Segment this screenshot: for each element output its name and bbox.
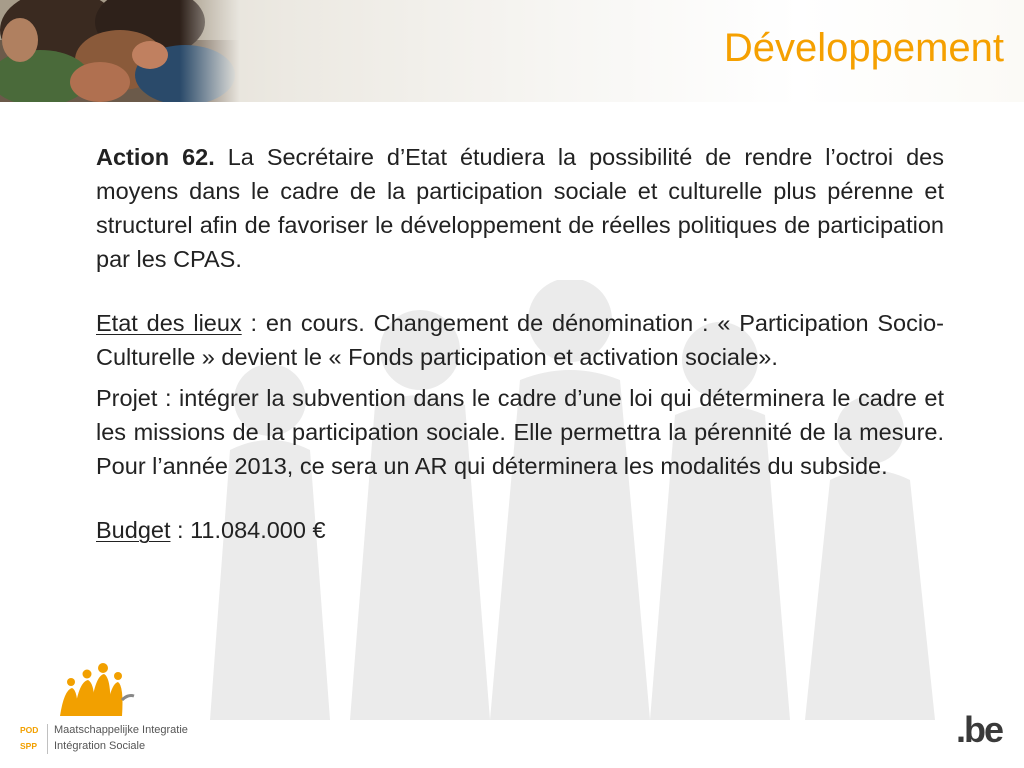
people-logo-icon xyxy=(58,660,138,718)
be-logo: .be xyxy=(955,709,1002,750)
etat-paragraph xyxy=(96,306,944,374)
slide-title: Développement xyxy=(723,26,1004,70)
logo-line-fr: Intégration Sociale xyxy=(54,740,146,752)
logo-text xyxy=(54,722,188,754)
slide-body xyxy=(96,140,944,547)
logo-prefix-pod: POD xyxy=(20,725,39,735)
logo-line-nl: Maatschappelijke Integratie xyxy=(54,724,188,736)
pod-spp-logo xyxy=(20,660,220,760)
logo-divider xyxy=(47,724,48,754)
projet-paragraph: Projet : intégrer la subvention dans le cadre d’une loi qui déterminera le cadre et les missions de la participation sociale. Elle permettra la pérennité de la mesure. Pour l’année 2013, ce sera un AR qui déterminera les modalités du subside. xyxy=(96,385,944,479)
logo-prefix-spp: SPP xyxy=(20,741,38,751)
budget-value: : 11.084.000 € xyxy=(170,517,326,543)
budget-label: Budget xyxy=(96,517,171,543)
etat-text: : en cours. Changement de dénomination : « Participation Socio-Culturelle » devient le « Fonds participation et activation sociale». xyxy=(96,310,944,370)
action-paragraph xyxy=(96,140,944,276)
logo-prefix xyxy=(20,722,46,754)
action-label: Action 62. xyxy=(96,144,215,170)
budget-paragraph xyxy=(96,513,944,547)
etat-label: Etat des lieux xyxy=(96,310,242,336)
header-photo xyxy=(0,0,240,102)
action-text: La Secrétaire d’Etat étudiera la possibilité de rendre l’octroi des moyens dans le cadre de la participation sociale et culturelle plus pérenne et structurel afin de favoriser le développement de réelles politiques de participation par les CPAS. xyxy=(96,144,944,272)
